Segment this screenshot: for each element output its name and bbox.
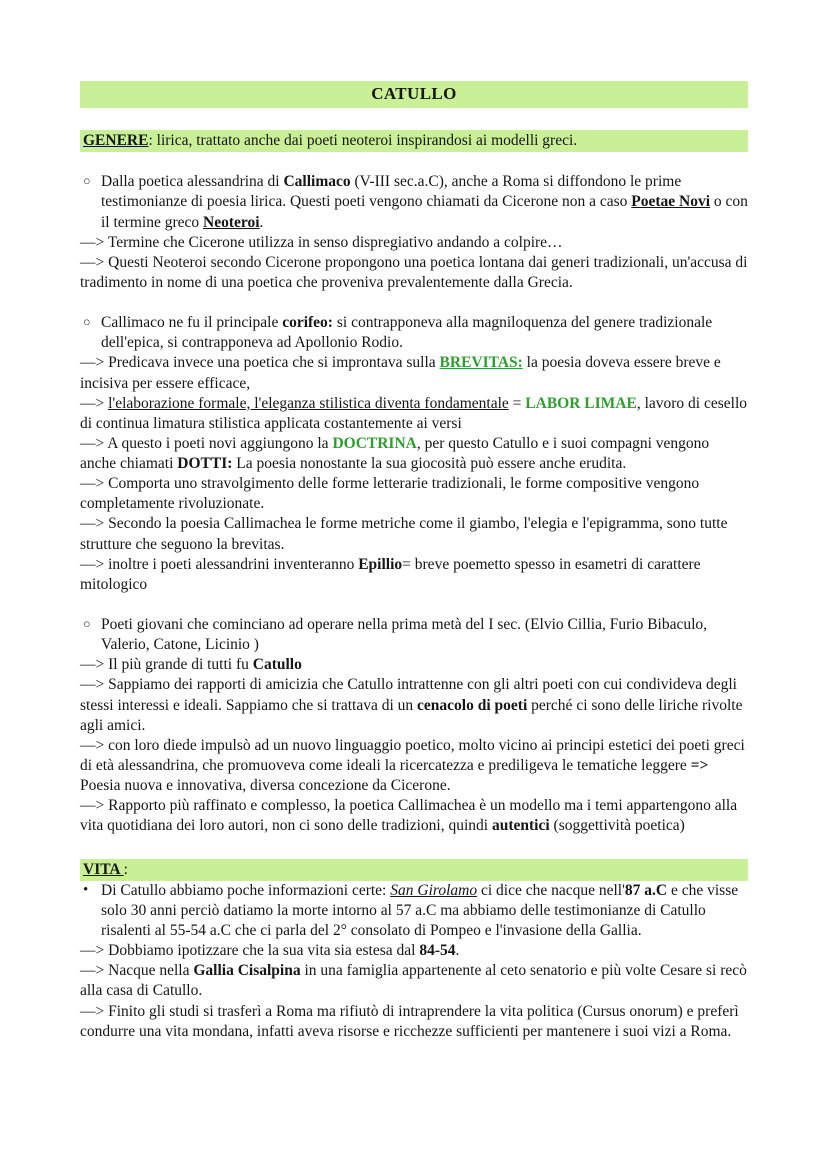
text-segment: .: [259, 213, 264, 231]
text-segment: Callimaco ne fu il principale: [101, 314, 283, 332]
text-segment: Gallia Cisalpina: [193, 962, 301, 980]
text-segment: (V-III sec.a.C), anche a Roma si diffondono le prime testimonianze di poesia lirica. Questi poeti vengono chiamati da Cicerone non a caso: [101, 173, 682, 211]
dot-marker-icon: •: [83, 881, 89, 898]
paragraph: [80, 796, 748, 836]
doc-title: [80, 81, 748, 108]
text-segment: (soggettività poetica): [549, 817, 685, 835]
text-segment: Di Catullo abbiamo poche informazioni certe:: [101, 881, 391, 899]
paragraph: [80, 233, 748, 253]
text-segment: Poesia nuova e innovativa, diversa concezione da Cicerone.: [80, 777, 451, 795]
text-segment: Secondo la poesia Callimachea le forme metriche come il giambo, l'elegia e l'epigramma, sono tutte strutture che seguono la brevitas.: [80, 515, 728, 553]
arrow-marker: —>: [80, 1002, 109, 1020]
arrow-marker: —>: [80, 676, 109, 694]
arrow-marker: —>: [80, 253, 109, 271]
text-segment: GENERE: [83, 132, 149, 150]
text-segment: corifeo:: [282, 314, 333, 332]
text-segment: l'elaborazione formale, l'eleganza stilistica diventa fondamentale: [108, 394, 509, 412]
paragraph: [80, 1002, 748, 1042]
text-segment: inoltre i poeti alessandrini inventeranno: [108, 555, 359, 573]
arrow-marker: —>: [80, 515, 109, 533]
text-segment: = breve poemetto spesso in esametri di carattere mitologico: [80, 555, 701, 593]
arrow-marker: —>: [80, 475, 109, 493]
text-segment: 84-54: [419, 942, 456, 960]
arrow-marker: —>: [80, 434, 108, 452]
paragraph-corifeo: [80, 313, 748, 353]
vita-heading: [80, 859, 748, 881]
paragraph: [80, 655, 748, 675]
paragraph: [80, 961, 748, 1001]
text-segment: Comporta uno stravolgimento delle forme letterarie tradizionali, le forme compositive vengono completamente rivoluzionate.: [80, 475, 700, 513]
paragraph: [80, 555, 748, 595]
text-segment: Il più grande di tutti fu: [108, 656, 253, 674]
arrow-marker: —>: [80, 394, 109, 412]
text-segment: Nacque nella: [108, 962, 194, 980]
paragraph: [80, 353, 748, 393]
text-segment: =>: [690, 757, 709, 775]
arrow-marker: —>: [80, 962, 109, 980]
text-segment: si contrapponeva alla magniloquenza del genere tradizionale dell'epica, si contrapponeva ad Apollonio Rodio.: [101, 314, 713, 352]
text-segment: VITA: [83, 860, 124, 878]
text-segment: LABOR LIMAE: [525, 394, 637, 412]
paragraph-callimaco-intro: [80, 172, 748, 232]
arrow-marker: —>: [80, 354, 109, 372]
bullet-marker-icon: ○: [83, 174, 91, 189]
text-segment: Finito gli studi si trasferì a Roma ma rifiutò di intraprendere la vita politica (Cursus onorum) e preferì condurre una vita mondana, infatti aveva risorse e ricchezze sufficienti per mantenere i suoi vizi a Roma.: [80, 1002, 739, 1040]
text-segment: Dobbiamo ipotizzare che la sua vita sia estesa dal: [108, 942, 420, 960]
bullet-marker-icon: ○: [83, 617, 91, 632]
arrow-marker: —>: [80, 942, 109, 960]
paragraph: [80, 434, 748, 474]
text-segment: o con il termine greco: [101, 193, 748, 231]
text-segment: .: [455, 942, 460, 960]
text-segment: :: [123, 860, 128, 878]
text-segment: Termine che Cicerone utilizza in senso dispregiativo andando a colpire…: [107, 233, 563, 251]
text-segment: DOTTI:: [177, 455, 233, 473]
text-segment: La poesia nonostante la sua giocosità può essere anche erudita.: [232, 455, 627, 473]
text-segment: Sappiamo dei rapporti di amicizia che Catullo intrattenne con gli altri poeti con cui condivideva degli stessi interessi e ideali. Sappiamo che si trattava di un: [80, 676, 737, 714]
text-segment: ci dice che nacque nell': [477, 881, 625, 899]
text-segment: Neoteroi: [203, 213, 260, 231]
arrow-marker: —>: [80, 736, 109, 754]
text-segment: Predicava invece una poetica che si improntava sulla: [108, 354, 440, 372]
text-segment: Dalla poetica alessandrina di: [101, 173, 284, 191]
text-segment: Rapporto più raffinato e complesso, la poetica Callimachea è un modello ma i temi appartengono alla vita quotidiana dei loro autori, non ci sono delle tradizioni, quindi: [80, 797, 738, 835]
arrow-marker: —>: [80, 555, 109, 573]
document-body: [80, 81, 748, 1042]
paragraph: [80, 941, 748, 961]
text-segment: Poeti giovani che cominciano ad operare nella prima metà del I sec. (Elvio Cillia, Furio Bibaculo, Valerio, Catone, Licinio ): [101, 616, 708, 654]
text-segment: San Girolamo: [390, 881, 478, 899]
paragraph: [80, 736, 748, 796]
paragraph: [80, 474, 748, 514]
text-segment: in una famiglia appartenente al ceto senatorio e più volte Cesare si recò alla casa di Catullo.: [80, 962, 747, 1000]
text-segment: : lirica, trattato anche dai poeti neoteroi inspirandosi ai modelli greci.: [148, 132, 578, 150]
text-segment: la poesia doveva essere breve e incisiva per essere efficace,: [80, 354, 721, 392]
text-segment: cenacolo di poeti: [417, 696, 528, 714]
text-segment: con loro diede impulsò ad un nuovo linguaggio poetico, molto vicino ai principi estetici dei poeti greci di età alessandrina, che promuoveva come ideali la ricercatezza e prediligeva le tematiche leggere: [80, 736, 745, 775]
text-segment: e che visse solo 30 anni perciò datiamo la morte intorno al 57 a.C ma abbiamo delle testimonianze di Catullo risalenti al 55-54 a.C che ci parla del 2° consolato di Pompeo e l'invasione della Gallia.: [101, 881, 739, 940]
paragraph-vita-info: [80, 881, 748, 941]
arrow-marker: —>: [80, 797, 109, 815]
text-segment: autentici: [491, 817, 550, 835]
bullet-marker-icon: ○: [83, 315, 91, 330]
text-segment: 87 a.C: [624, 881, 668, 899]
paragraph: [80, 394, 748, 434]
paragraph: [80, 675, 748, 735]
text-segment: CATULLO: [371, 84, 457, 103]
text-segment: perché ci sono delle liriche rivolte agli amici.: [80, 696, 743, 734]
text-segment: Callimaco: [283, 173, 351, 191]
text-segment: BREVITAS:: [439, 354, 523, 372]
genere-heading: [80, 130, 748, 152]
text-segment: DOCTRINA: [332, 434, 417, 452]
text-segment: , per questo Catullo e i suoi compagni vengono anche chiamati: [80, 434, 710, 473]
arrow-marker: —>: [80, 233, 108, 251]
text-segment: A questo i poeti novi aggiungono la: [107, 434, 333, 452]
text-segment: Catullo: [252, 656, 302, 674]
text-segment: Epillio: [358, 555, 403, 573]
text-segment: =: [508, 394, 526, 412]
text-segment: Questi Neoteroi secondo Cicerone propongono una poetica lontana dai generi tradizionali, un'accusa di tradimento in nome di una poetica che proveniva prevalentemente dalla Grecia.: [80, 253, 748, 291]
paragraph: [80, 514, 748, 554]
text-segment: , lavoro di cesello di continua limatura stilistica applicata costantemente ai versi: [80, 394, 748, 432]
paragraph-poeti-giovani: [80, 615, 748, 655]
text-segment: Poetae Novi: [631, 193, 711, 211]
arrow-marker: —>: [80, 656, 109, 674]
paragraph: [80, 253, 748, 293]
